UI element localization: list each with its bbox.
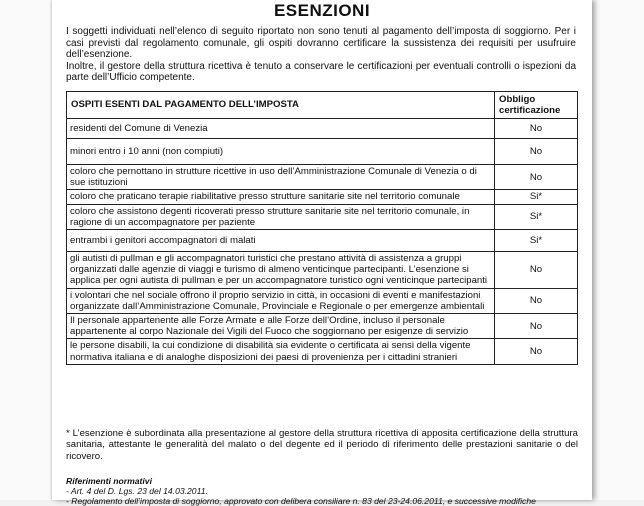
footnote: * L’esenzione è subordinata alla presentazione al gestore della struttura ricettiva di apposita certificazione della struttura sanitaria, attestante le generalità del malato o del degente ed il periodo di riferimento delle prestazioni sanitarie o del ricovero.: [66, 428, 578, 462]
intro-paragraph: I soggetti individuati nell’elenco di seguito riportato non sono tenuti al pagamento dell’imposta di soggiorno. Per i casi previsti dal regolamento comunale, gli ospiti dovranno certificare la sussistenza dei requisiti per usufruire dell’esenzione.: [66, 26, 576, 60]
page-title: ESENZIONI: [273, 1, 371, 20]
table-row: [67, 339, 578, 364]
column-header-exempt-guests: OSPITI ESENTI DAL PAGAMENTO DELL’IMPOSTA: [67, 92, 495, 119]
reference-item: - Art. 4 del D. Lgs. 23 del 14.03.2011.: [66, 486, 208, 496]
exempt-category: coloro che praticano terapie riabilitative presso strutture sanitarie site nel territorio comunale: [67, 190, 495, 204]
table-row: [67, 165, 578, 190]
exempt-category: coloro che assistono degenti ricoverati presso strutture sanitarie site nel territorio comunale, in ragione di un accompagnatore per paziente: [67, 204, 495, 229]
column-header-certification: Obbligo certificazione: [495, 92, 578, 119]
certification-required: No: [495, 314, 578, 339]
document-page: [52, 0, 592, 506]
certification-required: No: [495, 288, 578, 313]
certification-required: No: [495, 165, 578, 190]
background-margin-right: [592, 0, 644, 500]
exempt-category: residenti del Comune di Venezia: [67, 119, 495, 139]
table-row: [67, 139, 578, 165]
exempt-category: entrambi i genitori accompagnatori di malati: [67, 230, 495, 252]
exemptions-table: [66, 91, 578, 365]
table-row: [67, 230, 578, 252]
table-row: [67, 190, 578, 204]
table-row: [67, 204, 578, 229]
exempt-category: Il personale appartenente alle Forze Armate e alle Forze dell’Ordine, incluso il personale appartenente al corpo Nazionale dei Vigili del Fuoco che soggiornano per esigenze di servizio: [67, 314, 495, 339]
exempt-category: minori entro i 10 anni (non compiuti): [67, 139, 495, 165]
references-section: [66, 476, 578, 506]
certification-required: No: [495, 252, 578, 289]
exempt-category: i volontari che nel sociale offrono il proprio servizio in città, in occasioni di eventi e manifestazioni organizzate dall’Amministrazione Comunale, Provinciale e Regionale o per emergenze ambientali: [67, 288, 495, 313]
background-margin-left: [0, 0, 52, 500]
exempt-category: coloro che pernottano in strutture ricettive in uso dell’Amministrazione Comunale di Venezia o di sue istituzioni: [67, 165, 495, 190]
certification-required: No: [495, 339, 578, 364]
table-row: [67, 119, 578, 139]
table-row: [67, 288, 578, 313]
certification-required: No: [495, 119, 578, 139]
certification-required: Si*: [495, 230, 578, 252]
exempt-category: le persone disabili, la cui condizione di disabilità sia evidente o certificata ai sensi della vigente normativa italiana e di analoghe disposizioni dei paesi di provenienza per i cittadini stranieri: [67, 339, 495, 364]
table-row: [67, 252, 578, 289]
exempt-category: gli autisti di pullman e gli accompagnatori turistici che prestano attività di assistenza a gruppi organizzati dalle agenzie di viaggi e turismo di almeno venticinque partecipanti. L’esenzione si applica per ogni autista di pullman e per un accompagnatore turistico ogni venticinque partecipanti: [67, 252, 495, 289]
intro-text: [66, 26, 576, 84]
table-row: [67, 314, 578, 339]
certification-required: No: [495, 139, 578, 165]
reference-item: - Regolamento dell’imposta di soggiorno, approvato con delibera consiliare n. 83 del 23-24.06.2011, e successive modifiche: [66, 496, 536, 506]
certification-required: Si*: [495, 204, 578, 229]
references-title: Riferimenti normativi: [66, 476, 152, 486]
intro-paragraph: Inoltre, il gestore della struttura ricettiva è tenuto a conservare le certificazioni per eventuali controlli o ispezioni da parte dell’Ufficio competente.: [66, 60, 576, 83]
certification-required: Si*: [495, 190, 578, 204]
table-header-row: [67, 92, 578, 119]
